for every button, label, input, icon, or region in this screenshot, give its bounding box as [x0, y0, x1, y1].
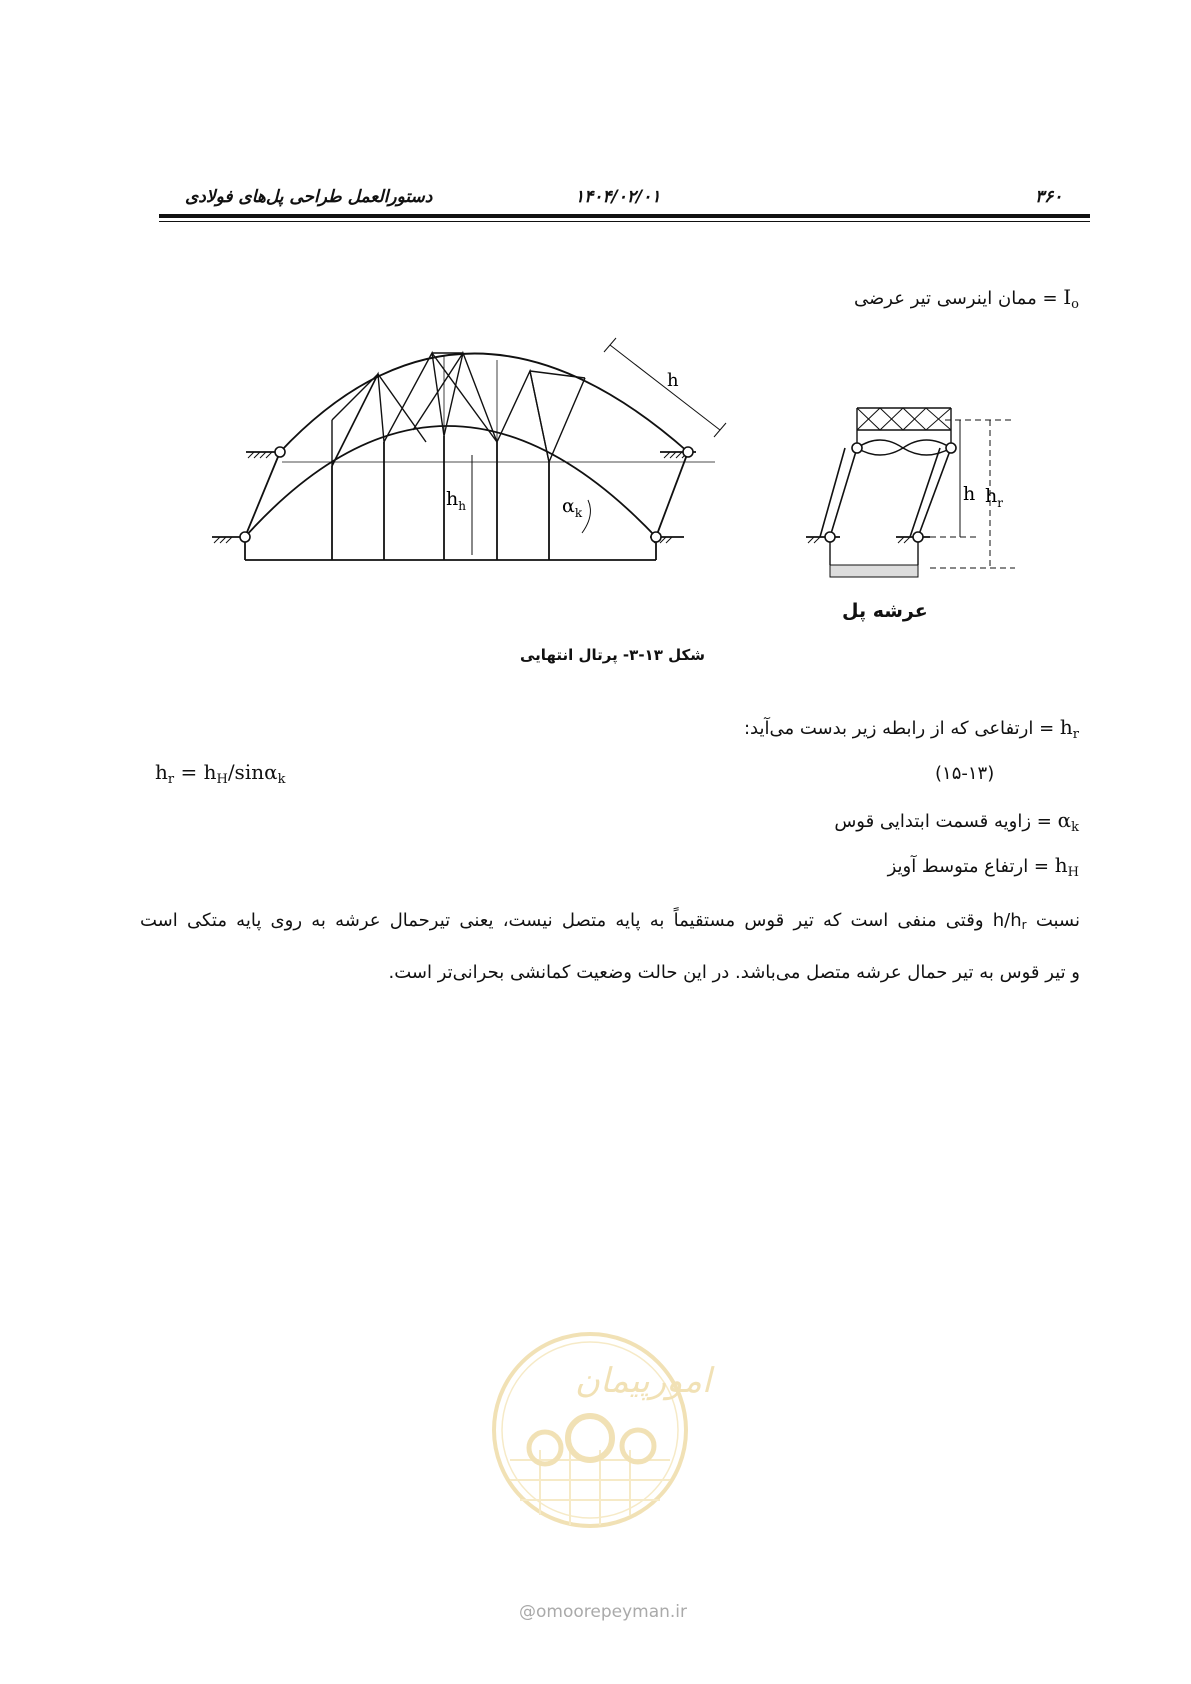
- label-hh: $h_h$: [446, 488, 466, 513]
- watermark-url: @omoorepeyman.ir: [519, 1602, 688, 1622]
- symbol-hr: h: [1059, 715, 1073, 739]
- symbol-io: I: [1063, 285, 1072, 309]
- definition-alpha: $\alpha_k$ = زاویه قسمت ابتدایی قوس: [834, 808, 1079, 835]
- definition-hh-text: = ارتفاع متوسط آویز: [887, 856, 1050, 877]
- symbol-alpha-k: α: [1057, 808, 1072, 832]
- end-portal-figure: [200, 325, 1030, 615]
- label-h: h: [667, 370, 679, 391]
- figure-caption: شکل ۱۳-۳- پرتال انتهایی: [520, 646, 705, 664]
- definition-hr-text: = ارتفاعی که از رابطه زیر بدست می‌آید:: [743, 718, 1055, 739]
- label-alpha-k: $\alpha_k$: [562, 495, 583, 520]
- ratio: h/hr: [992, 910, 1027, 932]
- header-rule-thick: [159, 214, 1090, 218]
- definition-io-text: = ممان اینرسی تیر عرضی: [854, 288, 1058, 309]
- symbol-hh: h: [1054, 853, 1068, 877]
- definition-hr: $h_r$ = ارتفاعی که از رابطه زیر بدست می‌آید:: [743, 715, 1079, 742]
- paragraph-line-2: و تیر قوس به تیر حمال عرشه متصل می‌باشد. در این حالت وضعیت کمانشی بحرانی‌تر است.: [388, 962, 1080, 983]
- deck-label: عرشه پل: [842, 600, 928, 622]
- label-h-deck: h: [963, 483, 976, 505]
- header-date: ۱۴۰۴/۰۲/۰۱: [575, 187, 661, 207]
- page-number: ۳۶۰: [1035, 187, 1063, 207]
- equation: $h_r = h_H/\sin\alpha_k$: [155, 760, 286, 787]
- header-title: دستورالعمل طراحی پل‌های فولادی: [185, 187, 433, 207]
- definition-alpha-text: = زاویه قسمت ابتدایی قوس: [834, 811, 1052, 832]
- body-paragraph: [140, 897, 1080, 997]
- paragraph-line-1: نسبت h/hr وقتی منفی است که تیر قوس مستقیماً به پایه متصل نیست، یعنی تیرحمال عرشه به روی پایه متکی است: [140, 910, 1080, 932]
- label-hr: $h_r$: [985, 485, 1003, 510]
- watermark-logo: [490, 1330, 712, 1560]
- definition-io: $I_o$ = ممان اینرسی تیر عرضی: [854, 285, 1079, 312]
- equation-number: (۱۵-۱۳): [935, 763, 995, 784]
- header-rule-thin: [159, 221, 1090, 222]
- definition-hh: $h_H$ = ارتفاع متوسط آویز: [887, 853, 1079, 880]
- watermark-logo-text: امورپیمان: [575, 1361, 712, 1401]
